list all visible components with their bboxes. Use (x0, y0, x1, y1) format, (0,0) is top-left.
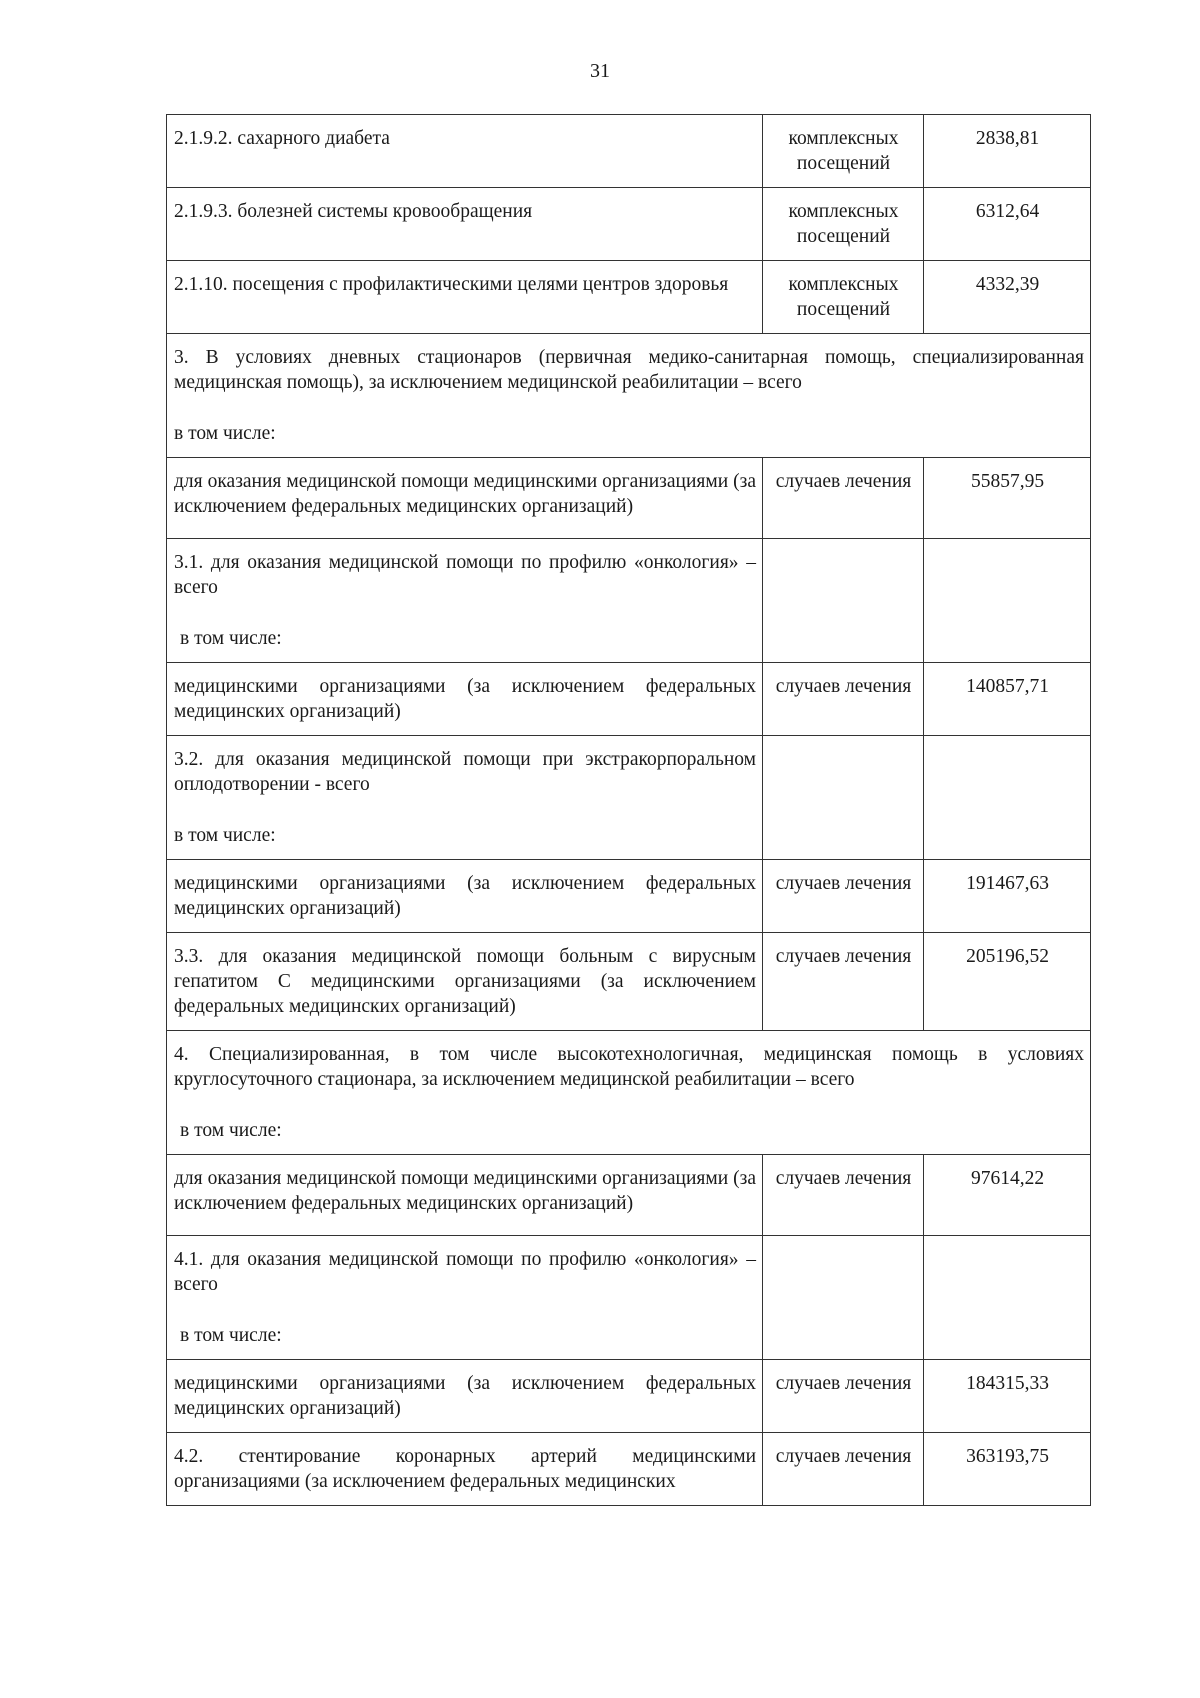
section-title: 3. В условиях дневных стационаров (первичная медико-санитарная помощь, специализированная медицинская помощь), за исключением медицинской реабилитации – всего (174, 347, 1084, 393)
row-unit (763, 1236, 924, 1360)
row-description-text: 3.2. для оказания медицинской помощи при экстракорпоральном оплодотворении - всего (174, 749, 756, 795)
table-row (167, 736, 1091, 860)
row-description (167, 1155, 763, 1236)
row-unit: комплексных посещений (763, 261, 924, 334)
row-description: медицинскими организациями (за исключением федеральных медицинских организаций) (167, 663, 763, 736)
row-unit: случаев лечения (763, 663, 924, 736)
row-description (167, 1236, 763, 1360)
row-value (924, 539, 1091, 663)
row-description: 2.1.10. посещения с профилактическими целями центров здоровья (167, 261, 763, 334)
row-description-text: 3.1. для оказания медицинской помощи по профилю «онкология» – всего (174, 552, 756, 598)
row-description (167, 458, 763, 539)
section-subtitle: в том числе: (174, 423, 276, 444)
row-unit: случаев лечения (763, 1360, 924, 1433)
row-description: 2.1.9.3. болезней системы кровообращения (167, 188, 763, 261)
table-row (167, 1360, 1091, 1433)
row-description (167, 539, 763, 663)
table-row (167, 458, 1091, 539)
table-row (167, 188, 1091, 261)
section-subtitle: в том числе: (180, 1120, 282, 1141)
row-description: 2.1.9.2. сахарного диабета (167, 115, 763, 188)
table-row (167, 261, 1091, 334)
row-unit: случаев лечения (763, 860, 924, 933)
row-value: 205196,52 (924, 933, 1091, 1031)
row-value (924, 736, 1091, 860)
row-description: медицинскими организациями (за исключением федеральных медицинских организаций) (167, 860, 763, 933)
row-unit (763, 736, 924, 860)
row-value: 184315,33 (924, 1360, 1091, 1433)
cell-spacer (174, 1216, 756, 1224)
table-row (167, 1155, 1091, 1236)
row-unit: случаев лечения (763, 933, 924, 1031)
tariff-table (166, 114, 1091, 1506)
row-value: 363193,75 (924, 1433, 1091, 1506)
row-description-text: для оказания медицинской помощи медицинскими организациями (за исключением федеральных медицинских организаций) (174, 1168, 756, 1214)
row-value: 97614,22 (924, 1155, 1091, 1236)
row-description-text: для оказания медицинской помощи медицинскими организациями (за исключением федеральных медицинских организаций) (174, 471, 756, 517)
section-cell (167, 334, 1091, 458)
section-title: 4. Специализированная, в том числе высокотехнологичная, медицинская помощь в условиях круглосуточного стационара, за исключением медицинской реабилитации – всего (174, 1044, 1084, 1090)
table-row (167, 663, 1091, 736)
row-description (167, 736, 763, 860)
row-subtitle: в том числе: (174, 825, 276, 846)
row-unit: комплексных посещений (763, 188, 924, 261)
table-row (167, 539, 1091, 663)
table-row (167, 1433, 1091, 1506)
table-row (167, 115, 1091, 188)
row-unit: случаев лечения (763, 1155, 924, 1236)
page-number: 31 (590, 60, 610, 82)
row-unit: случаев лечения (763, 1433, 924, 1506)
row-description: 3.3. для оказания медицинской помощи больным с вирусным гепатитом С медицинскими организациями (за исключением федеральных медицинских организаций) (167, 933, 763, 1031)
row-subtitle: в том числе: (180, 1325, 282, 1346)
table-row (167, 860, 1091, 933)
row-value: 6312,64 (924, 188, 1091, 261)
row-value: 55857,95 (924, 458, 1091, 539)
row-value: 2838,81 (924, 115, 1091, 188)
row-subtitle: в том числе: (180, 628, 282, 649)
section-row (167, 334, 1091, 458)
row-description-text: 4.1. для оказания медицинской помощи по профилю «онкология» – всего (174, 1249, 756, 1295)
table-row (167, 1236, 1091, 1360)
row-value: 191467,63 (924, 860, 1091, 933)
section-cell (167, 1031, 1091, 1155)
row-unit (763, 539, 924, 663)
row-description: медицинскими организациями (за исключением федеральных медицинских организаций) (167, 1360, 763, 1433)
table-row (167, 933, 1091, 1031)
row-unit: случаев лечения (763, 458, 924, 539)
section-row (167, 1031, 1091, 1155)
row-value: 4332,39 (924, 261, 1091, 334)
row-description: 4.2. стентирование коронарных артерий медицинскими организациями (за исключением федеральных медицинских (167, 1433, 763, 1506)
row-value: 140857,71 (924, 663, 1091, 736)
cell-spacer (174, 519, 756, 527)
row-unit: комплексных посещений (763, 115, 924, 188)
row-value (924, 1236, 1091, 1360)
